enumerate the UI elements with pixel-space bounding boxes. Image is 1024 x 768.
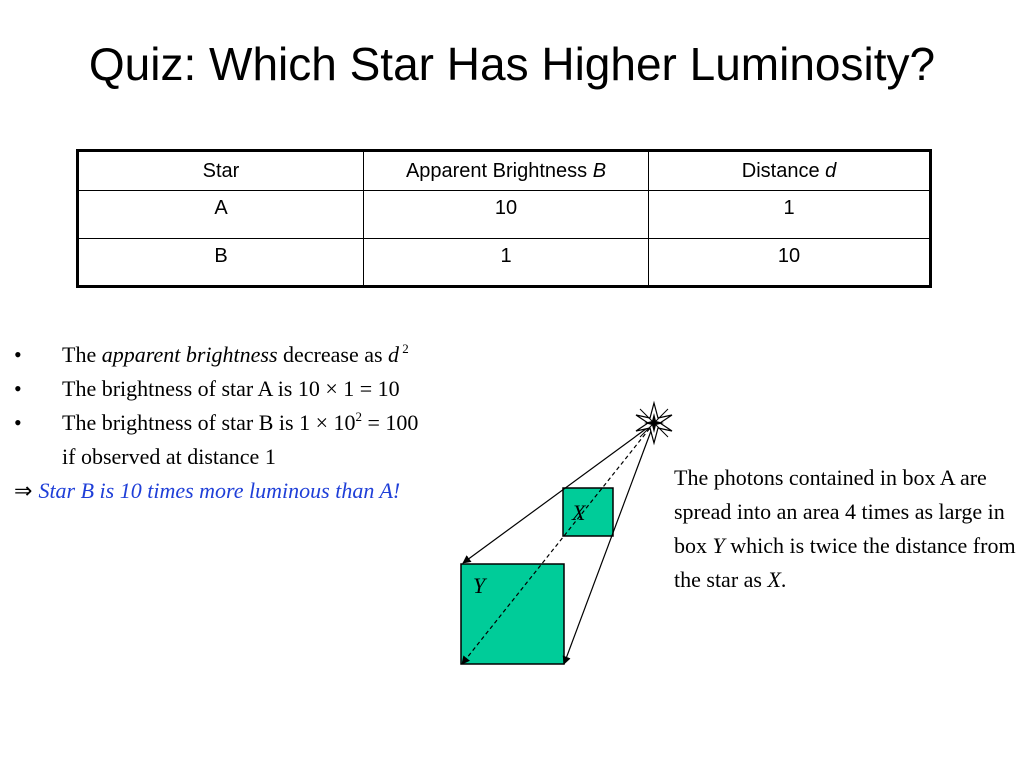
conclusion-line: ⇒ Star B is 10 times more luminous than A! bbox=[14, 478, 401, 503]
header-star: Star bbox=[78, 151, 364, 191]
box-x-label: X bbox=[572, 500, 586, 525]
bullet-icon: • bbox=[14, 410, 22, 435]
header-distance: Distance d bbox=[649, 151, 931, 191]
table-row bbox=[78, 239, 931, 287]
implies-arrow-icon: ⇒ bbox=[14, 478, 33, 503]
brightness-table bbox=[76, 149, 932, 288]
explanation-text: The photons contained in box A are spread into an area 4 times as large in box Y which is twice the distance from the star as X. bbox=[674, 465, 1016, 592]
bullet-item: • The apparent brightness decrease as d $^2$ bbox=[14, 338, 534, 372]
table-row bbox=[78, 191, 931, 239]
bullet-icon: • bbox=[14, 376, 22, 401]
header-apparent-brightness: Apparent Brightness B bbox=[364, 151, 649, 191]
bullet-item: • The brightness of star B is $1 \times 10^2 = 100$ if observed at distance 1 bbox=[14, 406, 534, 474]
box-x bbox=[563, 488, 613, 536]
inverse-square-diagram bbox=[440, 395, 680, 675]
table-cell: B bbox=[78, 239, 364, 287]
bullet-item: • The brightness of star A is 10 × 1 = 10 bbox=[14, 372, 534, 406]
ray-to-y-top-left bbox=[463, 423, 654, 563]
box-y-label: Y bbox=[473, 573, 486, 598]
table-cell: 1 bbox=[364, 239, 649, 287]
table-cell: 10 bbox=[364, 191, 649, 239]
table-cell: A bbox=[78, 191, 364, 239]
table-header-row bbox=[78, 151, 931, 191]
star-burst-icon bbox=[636, 403, 672, 443]
bullet-icon: • bbox=[14, 342, 22, 367]
table-cell: 1 bbox=[649, 191, 931, 239]
table-cell: 10 bbox=[649, 239, 931, 287]
slide-title: Quiz: Which Star Has Higher Luminosity? bbox=[88, 38, 936, 90]
ray-to-y-bottom-right bbox=[564, 423, 654, 664]
